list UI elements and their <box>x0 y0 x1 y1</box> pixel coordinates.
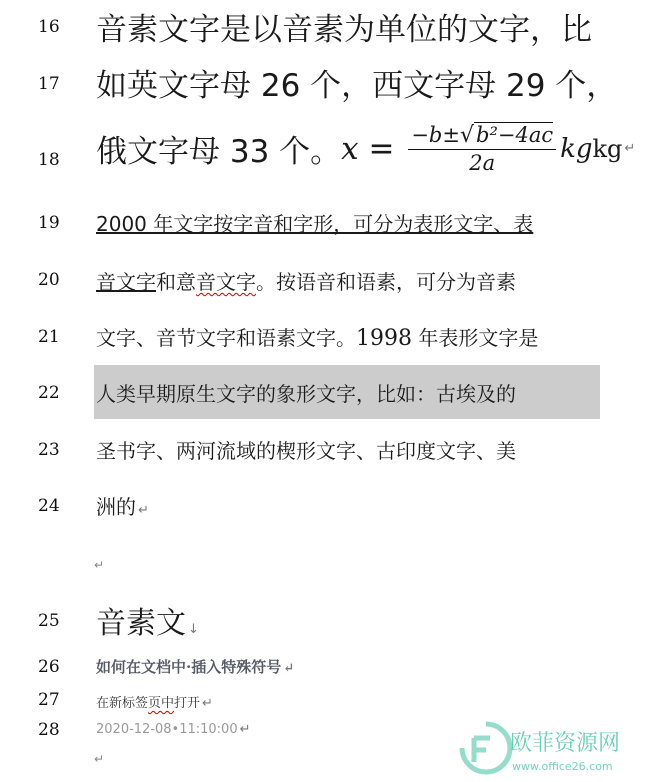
formula-denominator: 2a <box>469 151 496 175</box>
line-number-26: 26 <box>38 657 60 677</box>
line-number-18: 18 <box>38 150 60 170</box>
line-number-16: 16 <box>38 17 60 37</box>
quadratic-formula[interactable] <box>408 122 556 175</box>
open-in-new-tab-text-b: 打开 <box>174 696 201 711</box>
watermark <box>452 716 652 778</box>
paragraph-mark-icon: ↵ <box>202 696 213 711</box>
line-number-23: 23 <box>38 440 60 460</box>
line-28[interactable] <box>96 722 251 737</box>
line-20-text-b: 。按语音和语素，可分为音素 <box>256 270 516 294</box>
paragraph-mark-icon: ↵ <box>138 503 149 518</box>
timestamp: 2020-12-08•11:10:00 <box>96 722 238 737</box>
line-24-text: 洲的 <box>96 495 136 519</box>
line-number-17: 17 <box>38 74 60 94</box>
line-26[interactable] <box>96 656 294 677</box>
line-23-text[interactable]: 圣书字、两河流域的楔形文字、古印度文字、美 <box>96 439 516 463</box>
line-16-text[interactable]: 音素文字是以音素为单位的文字，比 <box>96 12 592 48</box>
spelling-flag-text: 音文字 <box>196 270 256 294</box>
unit-kg-italic: kg <box>560 133 593 164</box>
unit-kg: kg <box>592 134 623 163</box>
line-number-19: 19 <box>38 213 60 233</box>
line-18-text: 俄文字母 33 个。 <box>96 134 342 170</box>
year-1998: 1998 <box>356 326 412 351</box>
line-number-25: 25 <box>38 611 60 631</box>
equation-variable-x: x <box>341 130 359 167</box>
paragraph-mark-icon: ↵ <box>94 558 105 572</box>
watermark-logo-icon <box>452 716 652 778</box>
line-22-text[interactable]: 人类早期原生文字的象形文字，比如：古埃及的 <box>96 382 516 406</box>
paragraph-mark-icon: ↵ <box>283 661 295 676</box>
line-21[interactable] <box>96 322 538 351</box>
line-number-22: 22 <box>38 383 60 403</box>
formula-radicand: b²−4ac <box>476 123 554 147</box>
paragraph-mark-icon: ↵ <box>239 722 251 737</box>
line-number-27: 27 <box>38 690 60 710</box>
open-in-new-tab-text-a: 在新标签 <box>96 696 149 711</box>
article-title: 如何在文档中·插入特殊符号 <box>96 658 282 676</box>
paragraph-mark-icon: ↵ <box>624 141 636 156</box>
line-number-28: 28 <box>38 720 60 740</box>
line-27[interactable] <box>96 692 213 711</box>
paragraph-mark-icon: ↵ <box>94 752 105 766</box>
line-21-text-a: 文字、音节文字和语素文字。 <box>96 326 356 350</box>
spelling-flag-text: 页中 <box>148 696 175 711</box>
line-number-21: 21 <box>38 327 60 347</box>
line-break-icon: ↓ <box>188 622 199 637</box>
line-25[interactable] <box>96 598 199 642</box>
watermark-url: www.office26.com <box>512 760 613 773</box>
line-20[interactable] <box>96 266 516 295</box>
line-21-text-b: 年表形文字是 <box>412 326 539 350</box>
sqrt-icon: √ <box>459 123 474 148</box>
equation-equals: = <box>358 130 405 167</box>
watermark-brand: 欧菲资源网 <box>510 731 621 756</box>
line-17-text[interactable]: 如英文字母 26 个，西文字母 29 个， <box>96 68 618 104</box>
underlined-text: 音文字 <box>96 270 156 294</box>
line-24[interactable] <box>96 491 149 520</box>
line-20-text-a: 和意 <box>156 270 196 294</box>
line-18[interactable] <box>96 122 635 175</box>
line-number-20: 20 <box>38 270 60 290</box>
heading-text: 音素文 <box>96 606 186 641</box>
line-19-text[interactable]: 2000 年文字按字音和字形，可分为表形文字、表 <box>96 212 534 236</box>
formula-numerator: −b±√b²−4ac <box>408 122 556 150</box>
line-number-24: 24 <box>38 496 60 516</box>
